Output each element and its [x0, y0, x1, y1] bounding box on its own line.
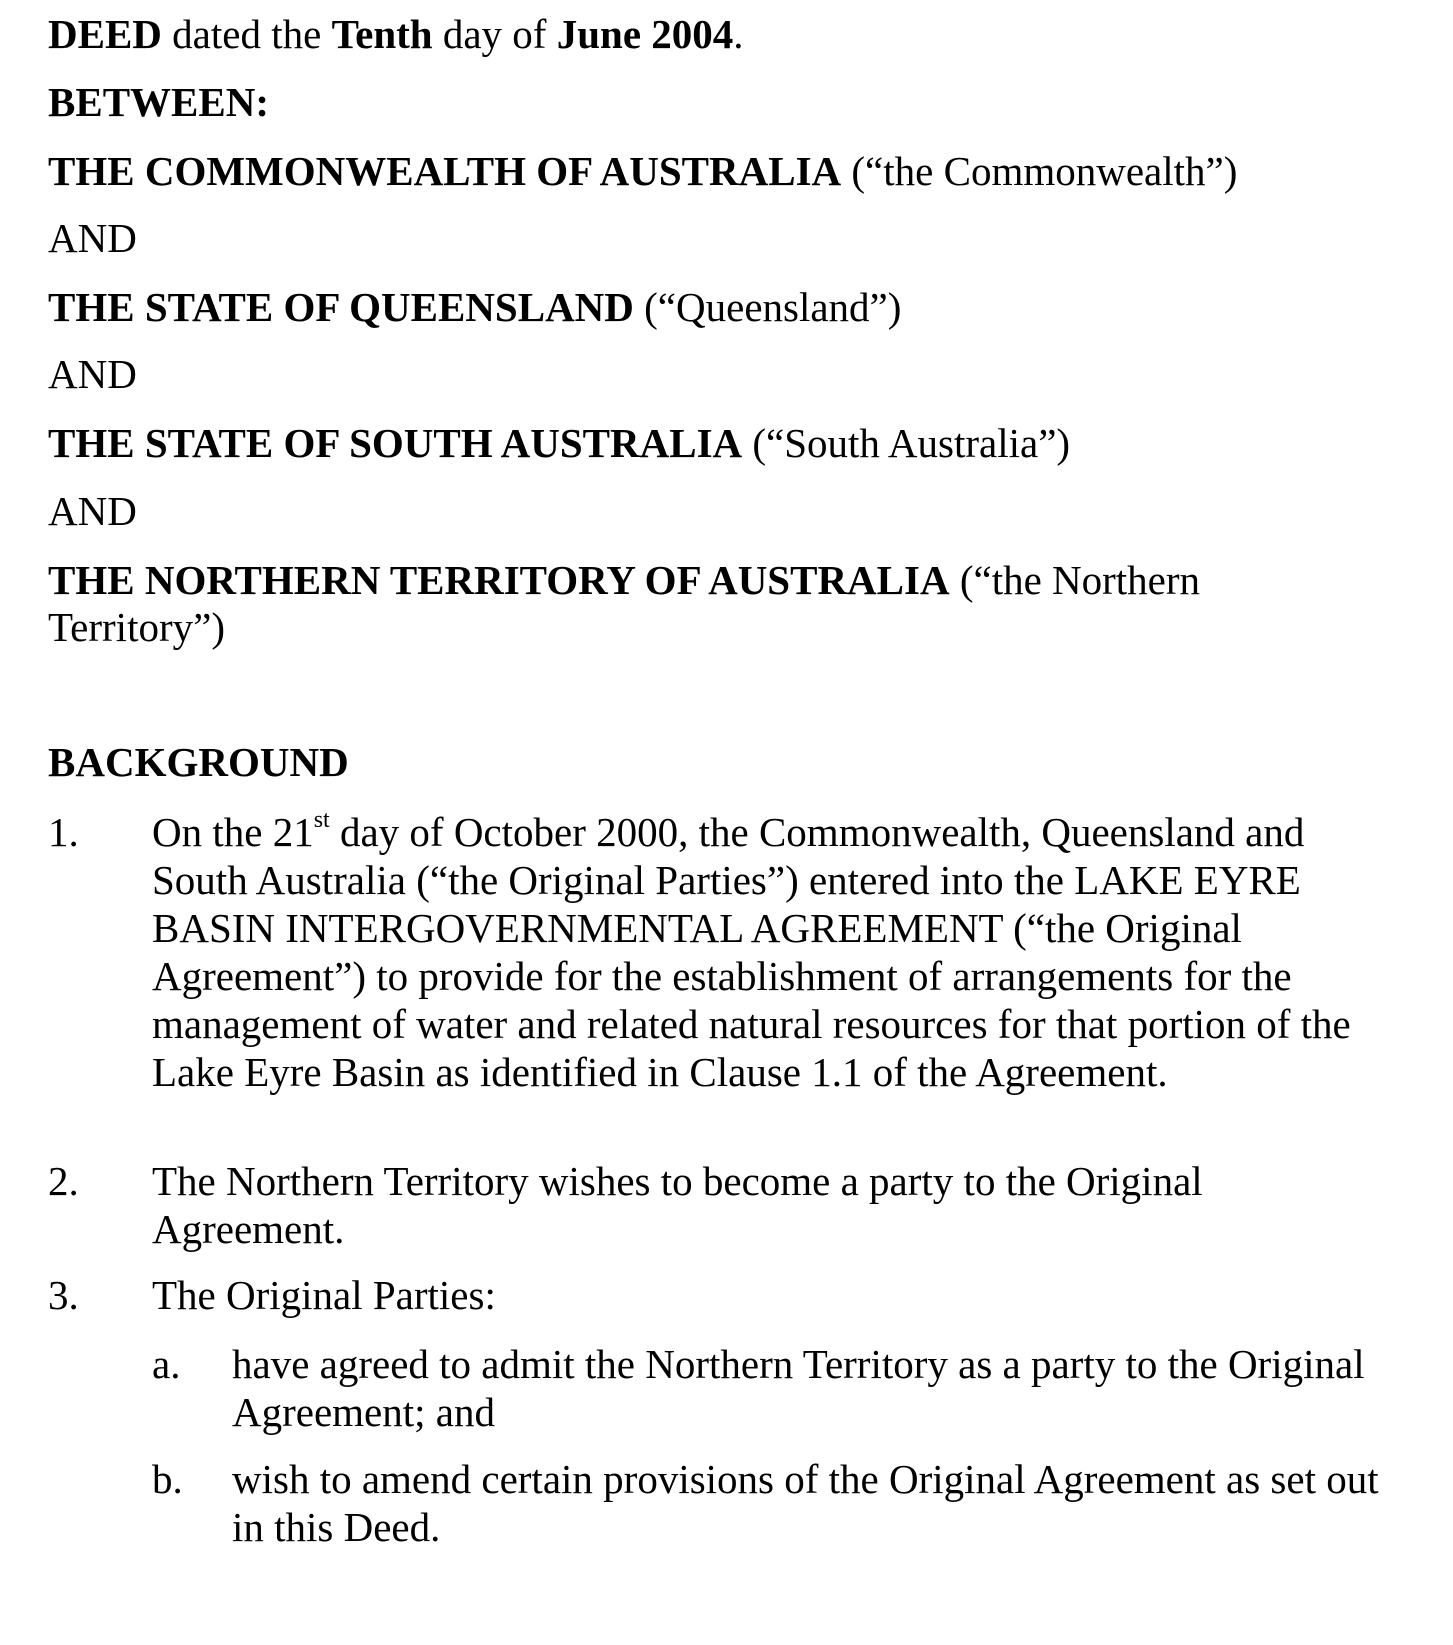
- sub-item-number: b.: [152, 1456, 183, 1502]
- party-commonwealth: [48, 147, 1237, 195]
- party-south-australia: [48, 419, 1070, 467]
- ordinal-suffix: st: [313, 807, 330, 834]
- item-text-part: On the 21: [152, 809, 314, 855]
- party-northern-territory: [48, 556, 1200, 604]
- dated-the-text: dated the: [161, 11, 332, 57]
- and-separator-3: AND: [48, 488, 137, 534]
- and-separator-2: AND: [48, 351, 137, 397]
- party-alias: (“the Northern: [949, 557, 1201, 603]
- sub-item-text: have agreed to admit the Northern Territory as a party to the Original Agreement; and: [232, 1341, 1365, 1435]
- party-name: THE STATE OF QUEENSLAND: [48, 284, 634, 330]
- party-queensland: [48, 283, 901, 331]
- item-number: 1.: [48, 809, 79, 855]
- period: .: [733, 11, 744, 57]
- item-number: 3.: [48, 1272, 79, 1318]
- day-name: Tenth: [331, 11, 433, 57]
- party-name: THE STATE OF SOUTH AUSTRALIA: [48, 420, 743, 466]
- item-number: 2.: [48, 1158, 79, 1204]
- day-of-text: day of: [432, 11, 557, 57]
- party-name: THE COMMONWEALTH OF AUSTRALIA: [48, 148, 842, 194]
- item-text: The Northern Territory wishes to become a party to the Original Agreement.: [152, 1158, 1203, 1252]
- background-heading: BACKGROUND: [48, 739, 349, 785]
- party-alias: (“South Australia”): [742, 420, 1071, 466]
- party-alias-continuation: Territory”): [48, 604, 225, 650]
- party-name: THE NORTHERN TERRITORY OF AUSTRALIA: [48, 557, 950, 603]
- deed-date-line: [48, 10, 744, 58]
- month-year: June 2004: [556, 11, 734, 57]
- item-text: [152, 808, 1402, 1096]
- deed-label: DEED: [48, 11, 162, 57]
- item-text: The Original Parties:: [152, 1272, 496, 1318]
- party-alias: (“Queensland”): [633, 284, 902, 330]
- item-text-part: day of October 2000, the Commonwealth, Queensland and South Australia (“the Original Parties”) entered into the LAKE EYRE BASIN INTERGOVERNMENTAL AGREEMENT (“the Original Agreement”) to provide for the establishment of arrangements for the management of water and related natural resources for that portion of the Lake Eyre Basin as identified in Clause 1.1 of the Agreement.: [152, 809, 1351, 1095]
- and-separator-1: AND: [48, 215, 137, 261]
- sub-item-text: wish to amend certain provisions of the Original Agreement as set out in this Deed.: [232, 1456, 1379, 1550]
- sub-item-number: a.: [152, 1341, 181, 1387]
- between-heading: BETWEEN:: [48, 79, 269, 125]
- party-alias: (“the Commonwealth”): [841, 148, 1238, 194]
